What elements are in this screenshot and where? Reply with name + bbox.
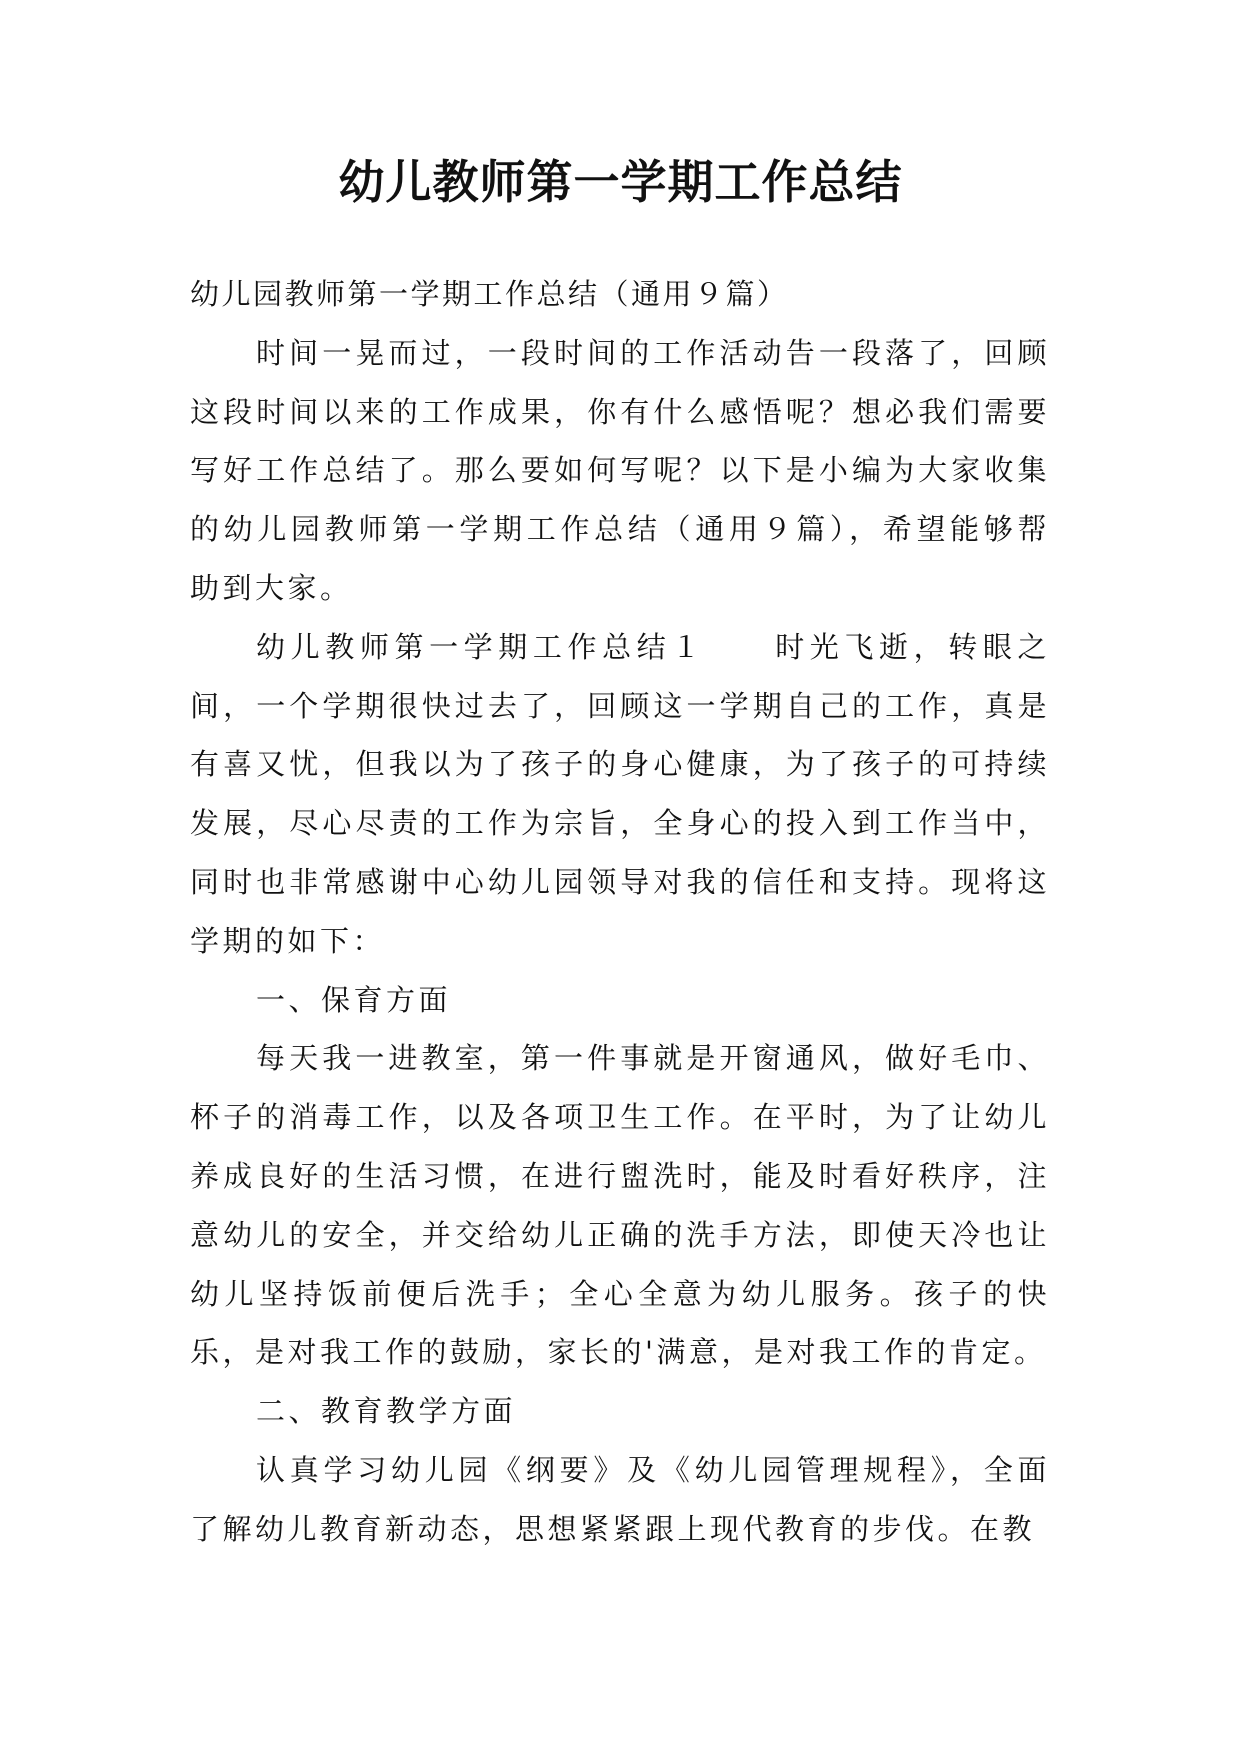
document-body <box>190 265 1050 1559</box>
document-subtitle: 幼儿园教师第一学期工作总结（通用９篇） <box>190 277 789 311</box>
section-heading-teaching: 二、教育教学方面 <box>256 1394 517 1429</box>
section-heading-care: 一、保育方面 <box>256 982 452 1017</box>
intro-paragraph: 时间一晃而过，一段时间的工作活动告一段落了，回顾这段时间以来的工作成果，你有什么感悟呢？想必我们需要写好工作总结了。那么要如何写呢？以下是小编为大家收集的幼儿园教师第一学期工作总结（通用９篇），希望能够帮助到大家。 <box>190 335 1050 605</box>
teaching-paragraph: 认真学习幼儿园《纲要》及《幼儿园管理规程》，全面了解幼儿教育新动态，思想紧紧跟上现代教育的步伐。在教 <box>190 1452 1050 1546</box>
summary-one-paragraph: 幼儿教师第一学期工作总结１ 时光飞逝，转眼之间，一个学期很快过去了，回顾这一学期自己的工作，真是有喜又忧，但我以为了孩子的身心健康，为了孩子的可持续发展，尽心尽责的工作为宗旨，全身心的投入到工作当中，同时也非常感谢中心幼儿园领导对我的信任和支持。现将这学期的如下： <box>190 629 1050 958</box>
care-paragraph: 每天我一进教室，第一件事就是开窗通风，做好毛巾、杯子的消毒工作，以及各项卫生工作。在平时，为了让幼儿养成良好的生活习惯，在进行盥洗时，能及时看好秩序，注意幼儿的安全，并交给幼儿正确的洗手方法，即使天冷也让幼儿坚持饭前便后洗手；全心全意为幼儿服务。孩子的快乐，是对我工作的鼓励，家长的'满意，是对我工作的肯定。 <box>190 1041 1050 1370</box>
document-title: 幼儿教师第一学期工作总结 <box>338 155 903 209</box>
